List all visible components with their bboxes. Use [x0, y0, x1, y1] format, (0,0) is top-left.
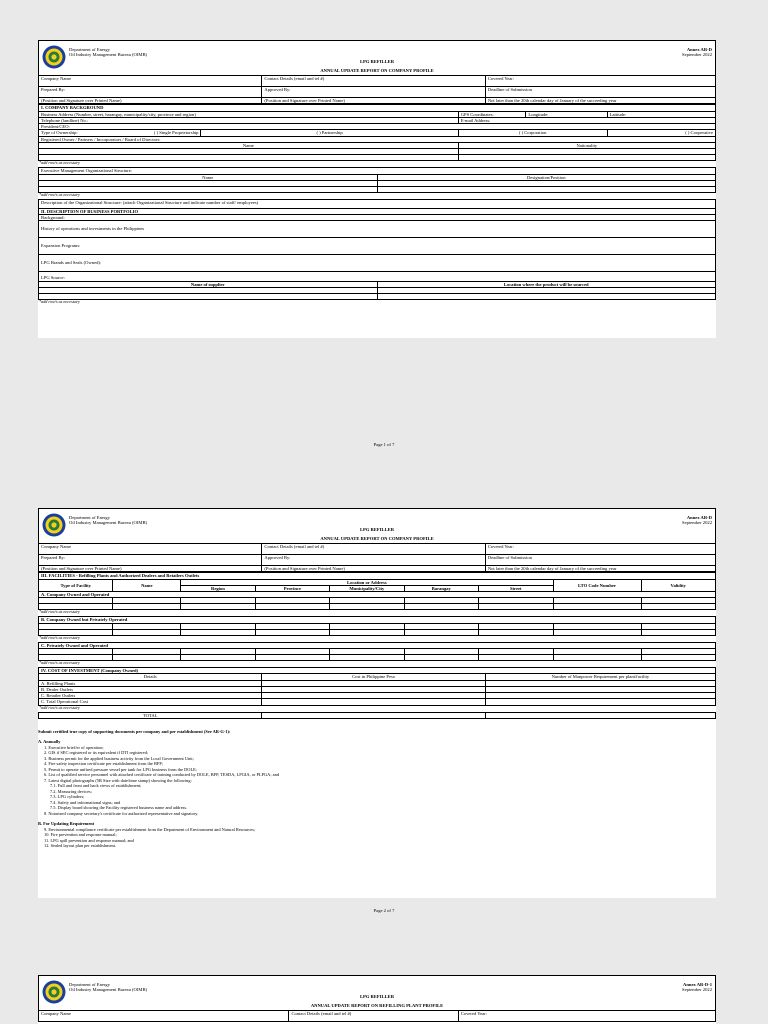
requirement-item: 10. Fire prevention and response manual; [44, 832, 117, 838]
barangay-header: Barangay [404, 585, 478, 591]
gps-label: GPS Coordinates: [458, 111, 526, 117]
dept-name: Department of Energy [69, 47, 110, 52]
add-rows-note: *add row/s as necessary [39, 704, 80, 710]
doe-seal-icon [42, 45, 66, 69]
page-number: Page 1 of 7 [373, 442, 395, 447]
president-field[interactable]: President/CEO: [39, 124, 716, 130]
owners-label: Registered Owner / Partners / Incorporators / Board of Directors: [39, 136, 716, 142]
approved-by-field[interactable]: Approved By: [262, 87, 485, 98]
org-name [69, 982, 147, 993]
ownership-cooperative[interactable]: ( ) Cooperative [607, 130, 715, 136]
company-name-field[interactable]: Company Name [39, 1011, 289, 1022]
page-1 [38, 40, 716, 338]
lto-header: LTO Code Number [553, 579, 641, 592]
cost-row-label: C. Retailer Outlets [39, 693, 262, 699]
total-cost-cell[interactable] [262, 712, 485, 718]
requirement-subitem: 7.4. Safety and informational signs; and [50, 799, 121, 805]
company-name-field[interactable]: Company Name [39, 544, 262, 555]
prepared-by-field[interactable]: Prepared By: [39, 87, 262, 98]
add-rows-note: *add row/s as necessary [39, 160, 80, 166]
annex-date: September 2022 [682, 987, 712, 993]
email-field[interactable]: E-mail Address: [458, 117, 715, 123]
approved-position: (Position and Signature over Printed Name) [262, 566, 485, 572]
approved-by-field[interactable]: Approved By: [262, 555, 485, 566]
company-profile-table [38, 543, 716, 572]
form-type: LPG REFILLER [359, 994, 395, 999]
background-field[interactable]: Background: [39, 215, 716, 221]
dept-name: Department of Energy [69, 515, 110, 520]
history-field[interactable]: History of operations and investments in the Philippines [39, 221, 716, 238]
total-manpower-cell[interactable] [485, 712, 715, 718]
deadline-text: Not later than the 20th calendar day of January of the succeeding year [485, 566, 715, 572]
manpower-header: Number of Manpower Requirement per plant/facility [485, 674, 715, 680]
requirement-item: 1. Executive brief/er of operation; [44, 744, 104, 750]
annex-label: Annex AR-D [686, 515, 712, 520]
type-facility-header: Type of Facility [39, 579, 113, 592]
form-title: ANNUAL UPDATE REPORT ON REFILLING PLANT PROFILE [310, 1003, 444, 1008]
category-b: B. Company Owned but Privately Operated [39, 617, 716, 623]
ownership-single[interactable]: ( ) Single Proprietorship [153, 130, 199, 136]
requirement-item: 11. LPG spill prevention and response manual; and [44, 837, 134, 843]
ownership-corporation[interactable]: ( ) Corporation [458, 130, 607, 136]
annex-block [682, 982, 712, 993]
requirement-item: 3. Business permit for the applied business activity from the Local Government Unit; [44, 755, 194, 761]
exec-name-header: Name [39, 174, 378, 180]
category-c: C. Privately Owned and Operated [39, 642, 716, 648]
total-label: TOTAL [39, 712, 262, 718]
deadline-label: Deadline of Submission [485, 87, 715, 98]
prepared-position: (Position and Signature over Printed Name) [39, 98, 262, 104]
bureau-name: Oil Industry Management Bureau (OIMB) [69, 52, 148, 58]
supplier-row[interactable] [377, 293, 716, 299]
owner-row[interactable] [458, 155, 715, 161]
add-rows-note: *add row/s as necessary [39, 609, 80, 615]
annex-label: Annex AR-D [686, 47, 712, 52]
company-name-field[interactable]: Company Name [39, 76, 262, 87]
source-field[interactable]: LPG Source: [39, 272, 716, 281]
annex-block [682, 515, 712, 526]
exec-row[interactable] [39, 186, 378, 192]
facilities-table-c [38, 642, 716, 661]
page-header [38, 975, 716, 1010]
facility-row[interactable] [39, 604, 716, 610]
updating-header: B. For Updating Requirement [38, 821, 95, 827]
doe-seal-icon [42, 513, 66, 537]
requirement-item: 8. Notarized company secretary's certificate for authorized representative and signatory. [44, 810, 199, 816]
contact-field[interactable]: Contact Details (email and tel #) [262, 544, 485, 555]
add-rows-note: *add row/s as necessary [39, 191, 80, 197]
deadline-label: Deadline of Submission [485, 555, 715, 566]
add-rows-note: *add row/s as necessary [39, 298, 80, 304]
expansion-field[interactable]: Expansion Programs: [39, 238, 716, 255]
page-number: Page 2 of 7 [373, 908, 395, 913]
cost-row-label: B. Dealer Outlets [39, 686, 262, 692]
details-header: Details [39, 674, 262, 680]
org-structure-field[interactable]: Description of the Organizational Structure: (attach Organizational Structure and indicate number of staff/ employees) [39, 199, 716, 208]
requirements-list [38, 719, 716, 849]
requirement-subitem: 7.2. Measuring devices; [50, 788, 92, 794]
section-2-title: II. DESCRIPTION OF BUSINESS PORTFOLIO [39, 208, 716, 214]
municipality-header: Municipality/City [330, 585, 404, 591]
region-header: Region [181, 585, 255, 591]
cost-header: Cost in Philippine Peso [262, 674, 485, 680]
contact-field[interactable]: Contact Details (email and tel #) [289, 1011, 458, 1022]
location-header: Location or Address [181, 579, 553, 585]
contact-field[interactable]: Contact Details (email and tel #) [262, 76, 485, 87]
annex-block [682, 47, 712, 58]
location-header: Location where the product will be sourced [377, 281, 716, 287]
requirement-item: 4. Fire safety inspection certificate per establishment from the BFP; [44, 761, 164, 767]
cost-cell[interactable] [262, 699, 485, 705]
business-portfolio-table [38, 199, 716, 300]
requirement-item: 6. List of qualified service personnel with attached certificate of training conducted by DOLE, BFP, TESDA, LPGIA, or PLPGA; and [44, 772, 280, 778]
cost-row-label: C. Total Operational Cost [39, 699, 262, 705]
longitude-field[interactable]: Longitude: [526, 111, 607, 117]
category-a: A. Company Owned and Operated [39, 592, 716, 598]
exec-row[interactable] [377, 186, 716, 192]
section-1-title: I. COMPANY BACKGROUND [39, 105, 716, 111]
street-header: Street [479, 585, 553, 591]
deadline-text: Not later than the 20th calendar day of January of the succeeding year [485, 98, 715, 104]
form-type: LPG REFILLER [359, 527, 395, 532]
designation-header: Designation/Position [377, 174, 716, 180]
requirement-subitem: 7.5. Display board showing the Facility registered business name and address. [50, 805, 188, 811]
exec-label: Executive Management Organizational Structure: [39, 168, 716, 174]
bureau-name: Oil Industry Management Bureau (OIMB) [69, 520, 148, 526]
telephone-field[interactable]: Telephone (landline) No.: [39, 117, 459, 123]
requirement-item: 9. Environmental compliance certificate per establishment from the Department of Environment and Natural Resources; [44, 826, 256, 832]
company-profile-table [38, 75, 716, 104]
org-name [69, 47, 147, 58]
requirement-item: 5. Permit to operate unfired pressure vessel per tank for LPG business from the DOLE; [44, 766, 198, 772]
approved-position: (Position and Signature over Printed Name) [262, 98, 485, 104]
section-4-title: IV. COST OF INVESTMENT (Company Owned) [39, 667, 716, 673]
exec-management-table [38, 167, 716, 193]
annex-date: September 2022 [682, 520, 712, 526]
company-background-table [38, 104, 716, 161]
brands-field[interactable]: LPG Brands and Seals (Owned): [39, 255, 716, 272]
add-rows-note: *add row/s as necessary [39, 634, 80, 640]
dept-name: Department of Energy [69, 982, 110, 987]
annually-header: A. Annually [38, 739, 61, 745]
covered-year-field[interactable]: Covered Year: [485, 76, 715, 87]
annex-date: September 2022 [682, 52, 712, 58]
page-header [38, 40, 716, 75]
requirement-subitem: 7.1. Full and front and back views of establishment; [50, 783, 142, 789]
validity-header: Validity [641, 579, 716, 592]
owner-name-header: Name [39, 142, 459, 148]
doe-seal-icon [42, 980, 66, 1004]
requirement-subitem: 7.3. LPG cylinders; [50, 794, 85, 800]
form-title: ANNUAL UPDATE REPORT ON COMPANY PROFILE [320, 68, 434, 73]
covered-year-field[interactable]: Covered Year: [485, 544, 715, 555]
facilities-table [38, 572, 716, 610]
page-3 [38, 975, 716, 1024]
covered-year-field[interactable]: Covered Year: [458, 1011, 715, 1022]
supplier-header: Name of supplier [39, 281, 378, 287]
facility-row[interactable] [39, 629, 716, 635]
owner-row[interactable] [39, 155, 459, 161]
form-title: ANNUAL UPDATE REPORT ON COMPANY PROFILE [320, 536, 434, 541]
total-table [38, 712, 716, 719]
plant-profile-table [38, 1010, 716, 1022]
ownership-text: Type of Ownership: [41, 130, 78, 136]
requirement-item: 2. GIS if SEC registered or its equivalent if DTI registered; [44, 750, 149, 756]
facility-row[interactable] [39, 654, 716, 660]
form-type: LPG REFILLER [359, 59, 395, 64]
section-3-title: III. FACILITIES - Refilling Plants and Authorized Dealers and Retailers Outlets [39, 573, 716, 579]
annex-label: Annex AR-D-1 [683, 982, 712, 987]
nationality-header: Nationality [458, 142, 715, 148]
ownership-partnership[interactable]: ( ) Partnership [201, 130, 458, 136]
submit-instruction: Submit certified true copy of supporting documents per company and per establishment (See AR-G-1): [38, 728, 231, 734]
cost-investment-table [38, 667, 716, 706]
province-header: Province [255, 585, 329, 591]
add-rows-note: *add row/s as necessary [39, 659, 80, 665]
bureau-name: Oil Industry Management Bureau (OIMB) [69, 987, 148, 993]
prepared-position: (Position and Signature over Printed Name) [39, 566, 262, 572]
requirement-item: 12. Sealed layout plan per establishment. [44, 843, 117, 849]
page-2 [38, 508, 716, 898]
cost-row-label: A. Refilling Plants [39, 680, 262, 686]
business-address-field[interactable]: Business Address (Number, street, barangay, municipality/city, province and region) [39, 111, 459, 117]
manpower-cell[interactable] [485, 699, 715, 705]
facilities-table-b [38, 616, 716, 635]
requirement-item: 7. Latest digital photographs (5R Size with date/time stamp) showing the following: [44, 777, 192, 783]
supplier-row[interactable] [39, 293, 378, 299]
org-name [69, 515, 147, 526]
page-header [38, 508, 716, 543]
latitude-field[interactable]: Latitude: [607, 111, 715, 117]
facility-name-header: Name [113, 579, 181, 592]
prepared-by-field[interactable]: Prepared By: [39, 555, 262, 566]
